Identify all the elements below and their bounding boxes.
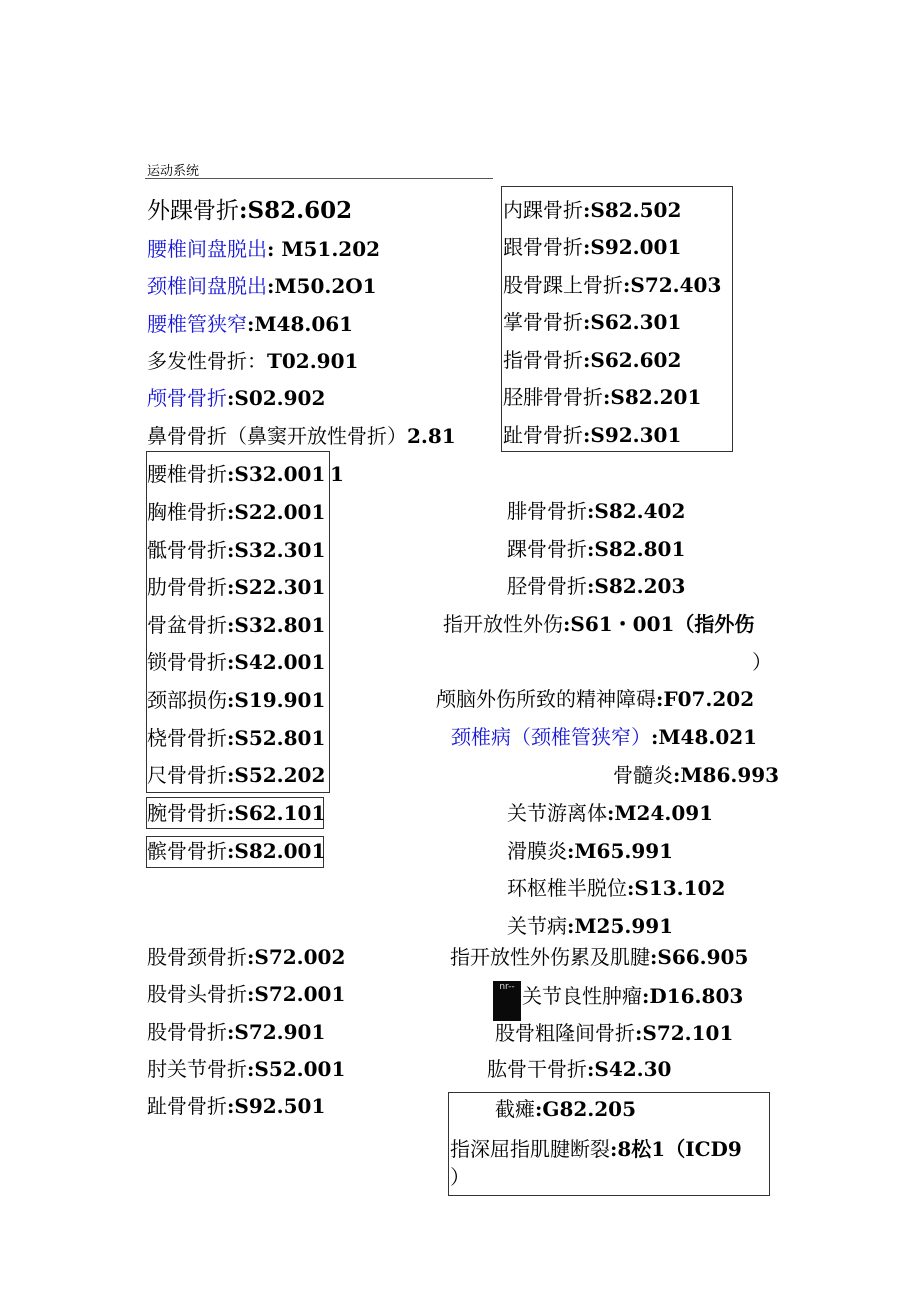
entry-thoracic-vertebra: 胸椎骨折:S22.001 — [147, 500, 326, 524]
entry-lumbar-vertebra: 腰椎骨折:S32.001 — [147, 462, 326, 486]
entry-carpal: 腕骨骨折:S62.101 — [147, 801, 326, 825]
entry-osteomyelitis: 骨髓炎:M86.993 — [613, 763, 780, 787]
entry-toe-right: 趾骨骨折:S92.301 — [503, 423, 682, 447]
entry-patella: 髌骨骨折:S82.001 — [147, 839, 326, 863]
entry-cervical-spondylosis: 颈椎病（颈椎管狭窄）:M48.021 — [451, 725, 758, 749]
entry-pelvis: 骨盆骨折:S32.801 — [147, 613, 326, 637]
entry-joint-tumor: 关节良性肿瘤:D16.803 — [522, 984, 744, 1008]
dark-marker: nr-- — [493, 981, 521, 1021]
entry-femoral-head: 股骨头骨折:S72.001 — [147, 982, 346, 1006]
header-divider — [145, 178, 493, 179]
entry-synovitis: 滑膜炎:M65.991 — [507, 839, 674, 863]
entry-arthropathy: 关节病:M25.991 — [507, 914, 674, 938]
entry-supracondylar: 股骨踝上骨折:S72.403 — [503, 273, 722, 297]
entry-calcaneus: 跟骨骨折:S92.001 — [503, 235, 682, 259]
entry-brain-trauma: 颅脑外伤所致的精神障碍:F07.202 — [436, 687, 755, 711]
entry-lateral-malleolus: 外踝骨折:S82.602 — [147, 197, 353, 224]
entry-ulna: 尺骨骨折:S52.202 — [147, 763, 326, 787]
entry-rib: 肋骨骨折:S22.301 — [147, 575, 326, 599]
entry-finger-tendon: 指开放性外伤累及肌腱:S66.905 — [450, 945, 749, 969]
entry-femur: 股骨骨折:S72.901 — [147, 1020, 326, 1044]
entry-ankle: 踝骨骨折:S82.801 — [507, 537, 686, 561]
entry-finger-open-wound-cont: ） — [752, 650, 772, 674]
entry-neck-injury: 颈部损伤:S19.901 — [147, 688, 326, 712]
entry-humeral-shaft: 肱骨干骨折:S42.30 — [487, 1057, 672, 1081]
entry-finger-open-wound: 指开放性外伤:S61・001（指外伤 — [443, 612, 755, 636]
entry-medial-malleolus: 内踝骨折:S82.502 — [503, 198, 682, 222]
entry-lumbar-stenosis: 腰椎管狭窄:M48.061 — [147, 312, 354, 336]
entry-metacarpal: 掌骨骨折:S62.301 — [503, 310, 682, 334]
entry-atlantoaxial: 环枢椎半脱位:S13.102 — [507, 876, 726, 900]
entry-flexor-tendon-cont: ） — [450, 1165, 470, 1189]
entry-lumbar-disc: 腰椎间盘脱出: M51.202 — [147, 237, 381, 261]
entry-phalanx: 指骨骨折:S62.602 — [503, 348, 682, 372]
entry-cervical-disc: 颈椎间盘脱出:M50.2O1 — [147, 274, 377, 298]
entry-loose-body: 关节游离体:M24.091 — [507, 801, 714, 825]
entry-skull-fracture: 颅骨骨折:S02.902 — [147, 386, 326, 410]
entry-radius: 桡骨骨折:S52.801 — [147, 726, 326, 750]
entry-multiple-fracture: 多发性骨折：T02.901 — [147, 349, 359, 373]
entry-nasal-fracture-cont: 1 — [330, 462, 344, 486]
entry-tibia: 胫骨骨折:S82.203 — [507, 574, 686, 598]
entry-elbow: 肘关节骨折:S52.001 — [147, 1057, 346, 1081]
entry-fibula: 腓骨骨折:S82.402 — [507, 499, 686, 523]
entry-paraplegia: 截瘫:G82.205 — [495, 1097, 637, 1121]
entry-intertrochanteric: 股骨粗隆间骨折:S72.101 — [495, 1021, 734, 1045]
entry-flexor-tendon: 指深屈指肌腱断裂:8松1（ICD9 — [450, 1137, 742, 1161]
entry-femoral-neck: 股骨颈骨折:S72.002 — [147, 945, 346, 969]
entry-clavicle: 锁骨骨折:S42.001 — [147, 650, 326, 674]
entry-tibiofibular: 胫腓骨骨折:S82.201 — [503, 385, 702, 409]
entry-nasal-fracture: 鼻骨骨折（鼻窦开放性骨折）2.81 — [147, 424, 456, 448]
entry-sacrum: 骶骨骨折:S32.301 — [147, 538, 326, 562]
section-title: 运动系统 — [147, 164, 200, 179]
entry-toe-left: 趾骨骨折:S92.501 — [147, 1094, 326, 1118]
